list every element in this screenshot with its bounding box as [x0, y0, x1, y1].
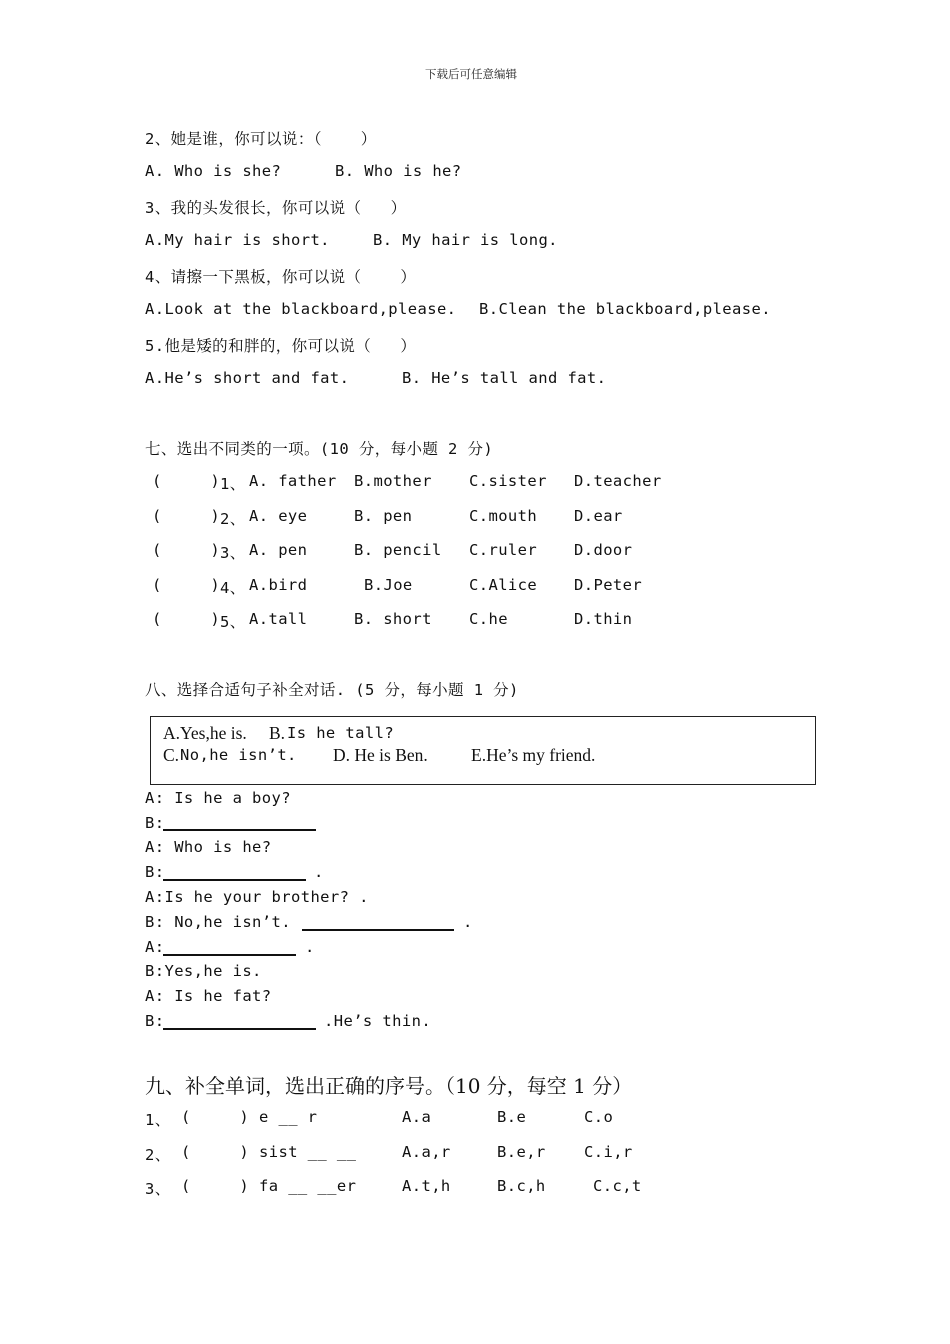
- dialog-line-3: A: Who is he?: [145, 838, 272, 856]
- blank-3-period: .: [463, 913, 473, 931]
- blank-2-period: .: [314, 863, 324, 881]
- dialog-line-9: A: Is he fat?: [145, 987, 272, 1005]
- dialog-line-5: A:Is he your brother? .: [145, 888, 369, 906]
- question-5: 5.他是矮的和胖的，你可以说（ ）: [145, 337, 417, 355]
- answer-blank-4[interactable]: [163, 940, 296, 961]
- option-d: D.door: [574, 541, 633, 559]
- question-2: 2、她是谁，你可以说：（ ）: [145, 130, 377, 148]
- option-b: B.c,h: [497, 1177, 546, 1195]
- section-7-title: 七、选出不同类的一项。(10 分，每小题 2 分): [145, 440, 494, 458]
- word-stem: fa __ __er: [259, 1177, 357, 1195]
- option-b: B.mother: [354, 472, 432, 490]
- question-3: 3、我的头发很长，你可以说（ ）: [145, 199, 407, 217]
- answer-blank-3[interactable]: [302, 915, 454, 936]
- item-number: 2、: [145, 1146, 171, 1164]
- option-d-text: D. He is Ben.: [333, 745, 428, 765]
- answer-paren: ( ): [181, 1143, 250, 1161]
- section-8-title: 八、选择合适句子补全对话. (5 分，每小题 1 分): [145, 681, 519, 699]
- item-number: 3、: [220, 544, 246, 562]
- item-number: 5、: [220, 613, 246, 631]
- answer-paren: ( ): [152, 610, 221, 628]
- section-9-title: 九、补全单词，选出正确的序号。（10 分，每空 1 分）: [145, 1074, 633, 1098]
- option-a: A. pen: [249, 541, 308, 559]
- option-b: B.e: [497, 1108, 527, 1126]
- question-4-option-b: B.Clean the blackboard,please.: [479, 300, 771, 318]
- option-c: C.i,r: [584, 1143, 633, 1161]
- option-c: C.ruler: [469, 541, 538, 559]
- dialog-line-2: B:: [145, 814, 165, 832]
- answer-paren: ( ): [152, 576, 221, 594]
- option-a: A.t,h: [402, 1177, 451, 1195]
- dialog-line-1: A: Is he a boy?: [145, 789, 291, 807]
- word-stem: e __ r: [259, 1108, 318, 1126]
- answer-paren: ( ): [152, 507, 221, 525]
- dialog-line-4: B:: [145, 863, 165, 881]
- option-e-text: E.He’s my friend.: [471, 745, 596, 765]
- question-2-option-b: B. Who is he?: [335, 162, 462, 180]
- option-a: A.a: [402, 1108, 432, 1126]
- option-c-letter: C.: [163, 745, 180, 765]
- option-d: D.thin: [574, 610, 633, 628]
- item-number: 3、: [145, 1180, 171, 1198]
- option-a: A.bird: [249, 576, 308, 594]
- option-b: B.Joe: [364, 576, 413, 594]
- answer-paren: ( ): [181, 1177, 250, 1195]
- item-number: 2、: [220, 510, 246, 528]
- dialog-line-7: A:: [145, 938, 165, 956]
- option-a-text: A.Yes,he is.: [163, 723, 247, 743]
- option-b-letter: B.: [269, 723, 286, 743]
- question-4-option-a: A.Look at the blackboard,please.: [145, 300, 457, 318]
- answer-blank-2[interactable]: [163, 865, 306, 886]
- option-b-text: Is he tall?: [287, 724, 395, 742]
- option-c: C.he: [469, 610, 508, 628]
- question-4: 4、请擦一下黑板，你可以说（ ）: [145, 268, 417, 286]
- dialog-line-8: B:Yes,he is.: [145, 962, 262, 980]
- option-a: A. eye: [249, 507, 308, 525]
- option-c: C.c,t: [593, 1177, 642, 1195]
- option-c: C.mouth: [469, 507, 538, 525]
- option-b: B. pencil: [354, 541, 442, 559]
- option-d: D.ear: [574, 507, 623, 525]
- option-c: C.o: [584, 1108, 614, 1126]
- item-number: 1、: [220, 475, 246, 493]
- item-number: 1、: [145, 1111, 171, 1129]
- option-b: B.e,r: [497, 1143, 546, 1161]
- option-c-text: No,he isn’t.: [180, 746, 297, 764]
- answer-blank-5[interactable]: [163, 1014, 316, 1035]
- question-5-option-b: B. He’s tall and fat.: [402, 369, 607, 387]
- answer-paren: ( ): [152, 472, 221, 490]
- dialog-line-6: B: No,he isn’t.: [145, 913, 291, 931]
- option-a: A. father: [249, 472, 337, 490]
- option-d: D.Peter: [574, 576, 643, 594]
- dialog-line-10: B:: [145, 1012, 165, 1030]
- option-c: C.sister: [469, 472, 547, 490]
- option-a: A.tall: [249, 610, 308, 628]
- answer-blank-1[interactable]: [163, 815, 316, 836]
- blank-4-period: .: [305, 938, 315, 956]
- option-c: C.Alice: [469, 576, 538, 594]
- page-header: 下载后可任意编辑: [425, 67, 517, 81]
- option-d: D.teacher: [574, 472, 662, 490]
- question-5-option-a: A.He’s short and fat.: [145, 369, 350, 387]
- word-stem: sist __ __: [259, 1143, 357, 1161]
- question-3-option-b: B. My hair is long.: [373, 231, 558, 249]
- question-2-option-a: A. Who is she?: [145, 162, 282, 180]
- answer-paren: ( ): [152, 541, 221, 559]
- question-3-option-a: A.My hair is short.: [145, 231, 330, 249]
- item-number: 4、: [220, 579, 246, 597]
- option-b: B. short: [354, 610, 432, 628]
- option-a: A.a,r: [402, 1143, 451, 1161]
- answer-paren: ( ): [181, 1108, 250, 1126]
- option-b: B. pen: [354, 507, 413, 525]
- dialog-line-10-suffix: .He’s thin.: [324, 1012, 432, 1030]
